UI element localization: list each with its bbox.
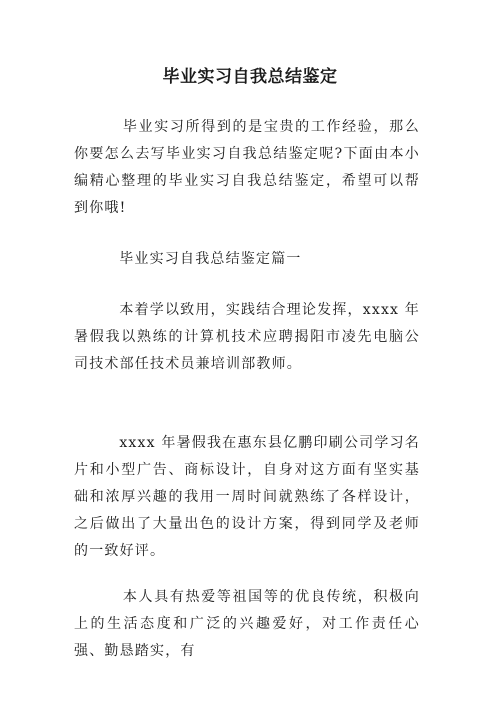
section-heading: 毕业实习自我总结鉴定篇一 [74, 251, 302, 267]
body-paragraph: xxxx 年暑假我在惠东县亿鹏印刷公司学习名片和小型广告、商标设计，自身对这方面有坚实基础和浓厚兴趣的我用一周时间就熟练了各样设计，之后做出了大量出色的设计方案，得到同学及老师的一致好评。 [74, 435, 421, 559]
body-paragraph: 本人具有热爱等祖国等的优良传统，积极向上的生活态度和广泛的兴趣爱好，对工作责任心强、勤恳踏实，有 [74, 589, 420, 659]
body-paragraph: 本着学以致用，实践结合理论发挥，xxxx 年暑假我以熟练的计算机技术应聘揭阳市凌先电脑公司技术部任技术员兼培训部教师。 [74, 302, 421, 372]
intro-paragraph: 毕业实习所得到的是宝贵的工作经验，那么你要怎么去写毕业实习自我总结鉴定呢?下面由本小编精心整理的毕业实习自我总结鉴定，希望可以帮到你哦! [74, 119, 420, 216]
document-title: 毕业实习自我总结鉴定 [162, 67, 338, 87]
